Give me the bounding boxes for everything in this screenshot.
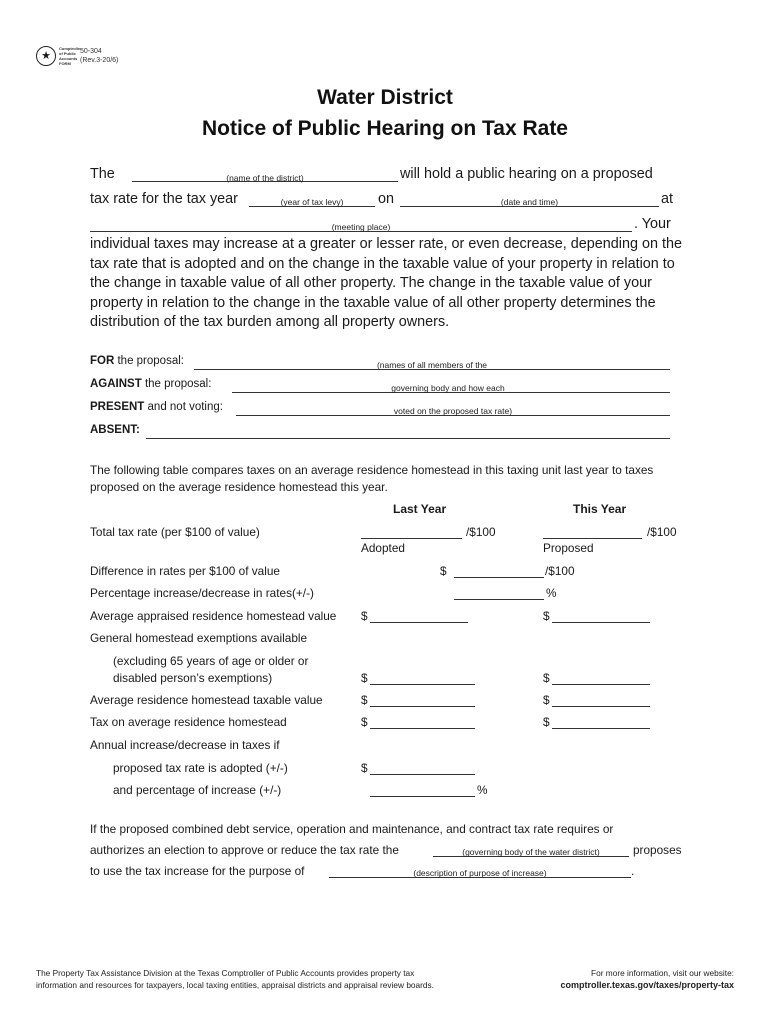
notice-on: on — [378, 191, 395, 207]
vote-absent-field[interactable] — [146, 438, 670, 439]
percentage-label: Percentage increase/decrease in rates(+/-) — [90, 586, 314, 600]
exemptions-last-field[interactable] — [370, 684, 475, 685]
meeting-place-hint: (meeting place) — [331, 222, 391, 232]
annual-change-dollar: $ — [361, 761, 368, 775]
footer-left-line-1: The Property Tax Assistance Division at the Texas Comptroller of Public Accounts provides property tax — [36, 968, 415, 978]
appraised-last-field[interactable] — [370, 622, 468, 623]
total-tax-rate-label: Total tax rate (per $100 of value) — [90, 525, 260, 539]
annual-change-label: Annual increase/decrease in taxes if — [90, 738, 280, 752]
if-adopted-label: proposed tax rate is adopted (+/-) — [113, 761, 288, 775]
purpose-hint: (description of purpose of increase) — [413, 868, 547, 878]
form-number: 50-304 — [80, 48, 102, 55]
district-name-hint: (name of the district) — [226, 173, 304, 183]
notice-at: at — [661, 191, 674, 207]
tax-this-dollar: $ — [543, 715, 550, 729]
tax-last-dollar: $ — [361, 715, 368, 729]
page-subtitle: Notice of Public Hearing on Tax Rate — [201, 117, 568, 140]
proposed-label: Proposed — [543, 541, 594, 555]
governing-body-hint: (governing body of the water district) — [462, 847, 600, 857]
form-revision: (Rev.3-20/6) — [80, 57, 119, 64]
adopted-label: Adopted — [361, 541, 405, 555]
exemptions-this-dollar: $ — [543, 671, 550, 685]
election-line-1: If the proposed combined debt service, operation and maintenance, and contract tax rate requires or — [90, 822, 614, 836]
appraised-this-dollar: $ — [543, 609, 550, 623]
notice-paragraph: individual taxes may increase at a greater or lesser rate, or even decrease, depending on the tax rate that is adopted and on the change in the taxable value of your property in relation to the change in taxable value of all other property. The change in the taxable value of your property in relation to the change in the taxable value of all other property determines the distribution of the tax burden among all property owners. — [90, 236, 682, 331]
tax-on-homestead-label: Tax on average residence homestead — [90, 715, 287, 729]
this-year-per100: /$100 — [647, 525, 677, 539]
election-proposes: proposes — [633, 843, 682, 857]
vote-hint-3: voted on the proposed tax rate) — [393, 406, 513, 416]
exemptions-last-dollar: $ — [361, 671, 368, 685]
notice-your: . Your — [634, 216, 671, 232]
appraised-this-field[interactable] — [552, 622, 650, 623]
footer-website-link[interactable]: comptroller.texas.gov/taxes/property-tax — [560, 980, 734, 990]
comparison-intro: The following table compares taxes on an average residence homestead in this taxing unit last year to taxes proposed on the average residence homestead this year. — [90, 463, 654, 494]
vote-absent-label: ABSENT: — [90, 424, 140, 436]
percentage-field[interactable] — [454, 599, 544, 600]
vote-for-label: FOR the proposal: — [90, 355, 184, 367]
taxable-this-dollar: $ — [543, 693, 550, 707]
taxable-last-field[interactable] — [370, 706, 475, 707]
agency-name: Comptroller of Public Accounts FORM — [59, 46, 82, 66]
percentage-increase-label: and percentage of increase (+/-) — [113, 783, 282, 797]
vote-present-label: PRESENT and not voting: — [90, 401, 223, 413]
notice-will-hold: will hold a public hearing on a proposed — [400, 166, 653, 182]
annual-change-field[interactable] — [370, 774, 475, 775]
difference-dollar: $ — [440, 564, 447, 578]
exemptions-excluding-1: (excluding 65 years of age or older or — [113, 654, 309, 668]
column-this-year: This Year — [573, 502, 627, 516]
election-line-3: to use the tax increase for the purpose of — [90, 864, 305, 878]
election-line-2: authorizes an election to approve or reduce the tax rate the — [90, 843, 399, 857]
election-period: . — [631, 864, 635, 878]
footer-right-line-1: For more information, visit our website: — [591, 968, 734, 978]
exemptions-label: General homestead exemptions available — [90, 631, 308, 645]
percentage-sign: % — [546, 586, 557, 600]
difference-label: Difference in rates per $100 of value — [90, 564, 280, 578]
comptroller-seal-icon: ★ — [36, 46, 56, 66]
exemptions-excluding-2: disabled person’s exemptions) — [113, 671, 273, 685]
date-time-hint: (date and time) — [500, 197, 559, 207]
last-year-per100: /$100 — [466, 525, 496, 539]
vote-hint-2: governing body and how each — [391, 383, 505, 393]
vote-against-label: AGAINST the proposal: — [90, 378, 212, 390]
taxable-last-dollar: $ — [361, 693, 368, 707]
vote-hint-1: (names of all members of the — [376, 360, 488, 370]
notice-tax-rate-for: tax rate for the tax year — [90, 191, 238, 207]
this-year-rate-field[interactable] — [543, 538, 642, 539]
taxable-this-field[interactable] — [552, 706, 650, 707]
taxable-value-label: Average residence homestead taxable value — [90, 693, 323, 707]
tax-this-field[interactable] — [552, 728, 650, 729]
page-title: Water District — [317, 86, 453, 109]
column-last-year: Last Year — [393, 502, 447, 516]
difference-per100: /$100 — [545, 564, 575, 578]
tax-last-field[interactable] — [370, 728, 475, 729]
appraised-value-label: Average appraised residence homestead value — [90, 609, 337, 623]
last-year-rate-field[interactable] — [361, 538, 462, 539]
percentage-increase-sign: % — [477, 783, 488, 797]
difference-field[interactable] — [454, 577, 544, 578]
exemptions-this-field[interactable] — [552, 684, 650, 685]
appraised-last-dollar: $ — [361, 609, 368, 623]
percentage-increase-field[interactable] — [370, 796, 475, 797]
footer-left-line-2: information and resources for taxpayers, local taxing entities, appraisal districts and appraisal review boards. — [36, 980, 434, 990]
tax-year-hint: (year of tax levy) — [280, 197, 344, 207]
notice-the: The — [90, 166, 115, 182]
